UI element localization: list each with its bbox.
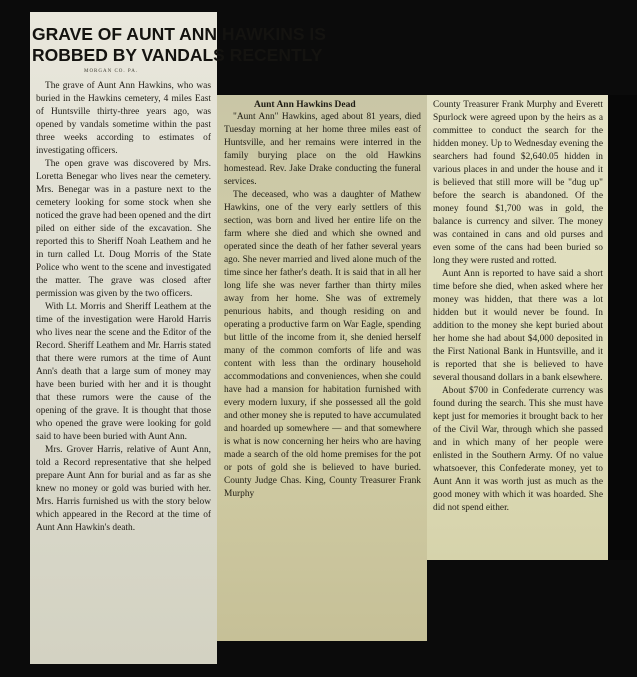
article-paragraph: Mrs. Grover Harris, relative of Aunt Ann, told a Record representative that she helped prepare Aunt Ann for burial and as far as she knew no money or gold was buried with her. Mrs. Harris furnished us with the story below which appeared in the Record at the time of Aunt Ann Hawkin's death. <box>36 445 211 533</box>
article-paragraph: With Lt. Morris and Sheriff Leathem at the time of the investigation were Harold Harris who lives near the scene and the Editor of the Record. Sheriff Leathem and Mr. Harris stated that there were rumors at the time of Aunt Ann's death that a large sum of money may have been buried with her and it is thought that these rumors were the cause of the opening of the grave. It is thought that those who opened the grave were looking for gold said to have been buried with Aunt Ann. <box>36 302 211 442</box>
article-paragraph: The grave of Aunt Ann Hawkins, who was buried in the Hawkins cemetery, 4 miles East of Huntsville thirty-three years ago, was opened by vandals sometime within the past three weeks according to estimates of investigating officers. <box>36 81 211 156</box>
right-clipping <box>427 95 608 560</box>
article-paragraph: "Aunt Ann" Hawkins, aged about 81 years, died Tuesday morning at her home three miles east of Huntsville, and her remains were interred in the family burying place on the old Hawkins homestead. Rev. Jake Drake conducting the funeral services. <box>224 112 421 187</box>
obituary-subhead: Aunt Ann Hawkins Dead <box>254 100 356 110</box>
article-paragraph: About $700 in Confederate currency was found during the search. This she must have kept just for memories it brought back to her of the Civil War, through which she passed and in which many of her people were enlisted in the Southern Army. Of no value whatsoever, this Confederate money, yet to Aunt Ann it was worth just as much as the good money with which it was hoarded. She did not spend either. <box>433 386 603 513</box>
dateline: MORGAN CO. PA. <box>84 69 139 74</box>
article-paragraph: The open grave was discovered by Mrs. Loretta Benegar who lives near the cemetery. Mrs. Benegar was in a pasture next to the cemetery looking for some stock when she noticed the grave had been opened and the dirt piled on either side of the excavation. She reported this to Sheriff Noah Leathem and he in turn called Lt. Doug Morris of the State Police who went to the scene and investigated the matter. The grave was closed after permission was given by the two officers. <box>36 159 211 299</box>
article-paragraph: The deceased, who was a daughter of Mathew Hawkins, one of the very early settlers of this section, was born and lived her entire life on the farm where she died and which she owned and operated since the death of her father several years ago. She never married and lived alone much of the time since her father's death. It is said that in all her long life she was never farther than thirty miles away from her home. She was of extremely penurious habits, and though residing on and operating a productive farm on War Eagle, spending but little of the income from it, she denied herself many of the common comforts of life and was content with less than the ordinary household accommodations and conveniences, when she could have had a mansion for habitation furnished with every modern luxury, if she possessed all the gold and other money she is reputed to have accumulated and hoarded up somewhere — and that somewhere is what is now concerning her heirs who are having made a search of the old home premises for the pot or pots of gold she is believed to have buried. County Judge Chas. King, County Treasurer Frank Murphy <box>224 190 421 499</box>
article-paragraph: County Treasurer Frank Murphy and Everett Spurlock were agreed upon by the heirs as a committee to conduct the search for the hidden money. Up to Wednesday evening the searchers had found $2,640.05 hidden in various places in and under the house and it is believed that still more will be "dug up" before the search is abandoned. Of the money found $1,700 was in gold, the balance is currency and silver. The money was contained in cans and old purses and even some of the cans had been buried so long they were rusted and rotted. <box>433 100 603 266</box>
middle-article-body <box>224 111 421 501</box>
right-article-body <box>433 99 603 515</box>
left-article-body <box>36 80 211 535</box>
middle-clipping <box>217 95 427 641</box>
headline-line-1: GRAVE OF AUNT ANN HAWKINS IS <box>32 24 326 44</box>
headline-line-2: ROBBED BY VANDALS RECENTLY <box>32 45 323 65</box>
article-paragraph: Aunt Ann is reported to have said a short time before she died, when asked where her money was hidden, that there was a lot hidden but it would never be found. In addition to the money she kept buried about her home she had about $4,000 deposited in the First National Bank in Huntsville, and it is reported that she is believed to have several thousand dollars in a bank elsewhere. <box>433 269 603 383</box>
scan-shadow <box>608 95 637 560</box>
